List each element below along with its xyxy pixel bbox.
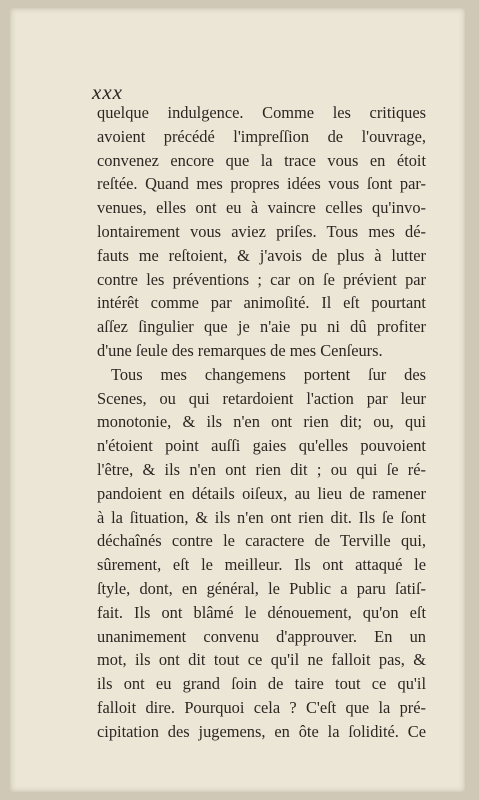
text-line: convenez encore que la trace vous en étoit xyxy=(97,150,426,170)
text-line: pandoient en détails oiſeux, au lieu de ramener xyxy=(97,483,426,503)
text-line: déchaînés contre le caractere de Terville qui, xyxy=(97,531,426,551)
text-line: mot, ils ont dit tout ce qu'il ne falloit pas, & xyxy=(97,650,426,670)
text-line: quelque indulgence. Comme les critiques xyxy=(97,103,426,122)
text-line: contre les préventions ; car on ſe prévient par xyxy=(97,269,426,289)
text-line: cipitation des jugemens, en ôte la ſolidité. Ce xyxy=(97,721,426,741)
body-text xyxy=(97,101,426,744)
paragraph xyxy=(97,363,426,744)
text-line: ils ont eu grand ſoin de taire tout ce qu'il xyxy=(97,674,426,694)
text-line: aſſez ſingulier que je n'aie pu ni dû profiter xyxy=(97,317,426,337)
text-line: avoient précédé l'impreſſion de l'ouvrage, xyxy=(97,126,426,146)
text-line: Scenes, ou qui retardoient l'action par leur xyxy=(97,388,426,408)
text-line: venues, elles ont eu à vaincre celles qu'invo- xyxy=(97,198,426,218)
text-line: fauts me reſtoient, & j'avois de plus à lutter xyxy=(97,245,426,265)
page-number: xxx xyxy=(92,80,123,104)
text-line: à la ſituation, & ils n'en ont rien dit. Ils ſe ſont xyxy=(97,507,426,527)
text-line: d'une ſeule des remarques de mes Cenſeurs. xyxy=(97,340,383,360)
text-line: sûrement, eſt le meilleur. Ils ont attaqué le xyxy=(97,555,426,575)
text-line: fait. Ils ont blâmé le dénouement, qu'on eſt xyxy=(97,602,426,622)
text-line: Tous mes changemens portent ſur des xyxy=(111,364,426,384)
text-line: lontairement vous aviez priſes. Tous mes dé- xyxy=(97,221,426,241)
text-line: l'être, & ils n'en ont rien dit ; ou qui ſe ré- xyxy=(97,459,426,479)
text-line: ſtyle, dont, en général, le Public a paru ſatiſ- xyxy=(97,578,426,598)
paragraph xyxy=(97,101,426,363)
text-line: monotonie, & ils n'en ont rien dit; ou, qui xyxy=(97,412,426,432)
text-line: intérêt comme par animoſité. Il eſt pourtant xyxy=(97,293,426,313)
text-line: unanimement convenu d'approuver. En un xyxy=(97,626,426,646)
text-line: n'étoient point auſſi gaies qu'elles pouvoient xyxy=(97,436,426,456)
book-page xyxy=(10,8,465,792)
text-line: reſtée. Quand mes propres idées vous ſont par- xyxy=(97,174,426,194)
text-line: falloit dire. Pourquoi cela ? C'eſt que la pré- xyxy=(97,697,426,717)
